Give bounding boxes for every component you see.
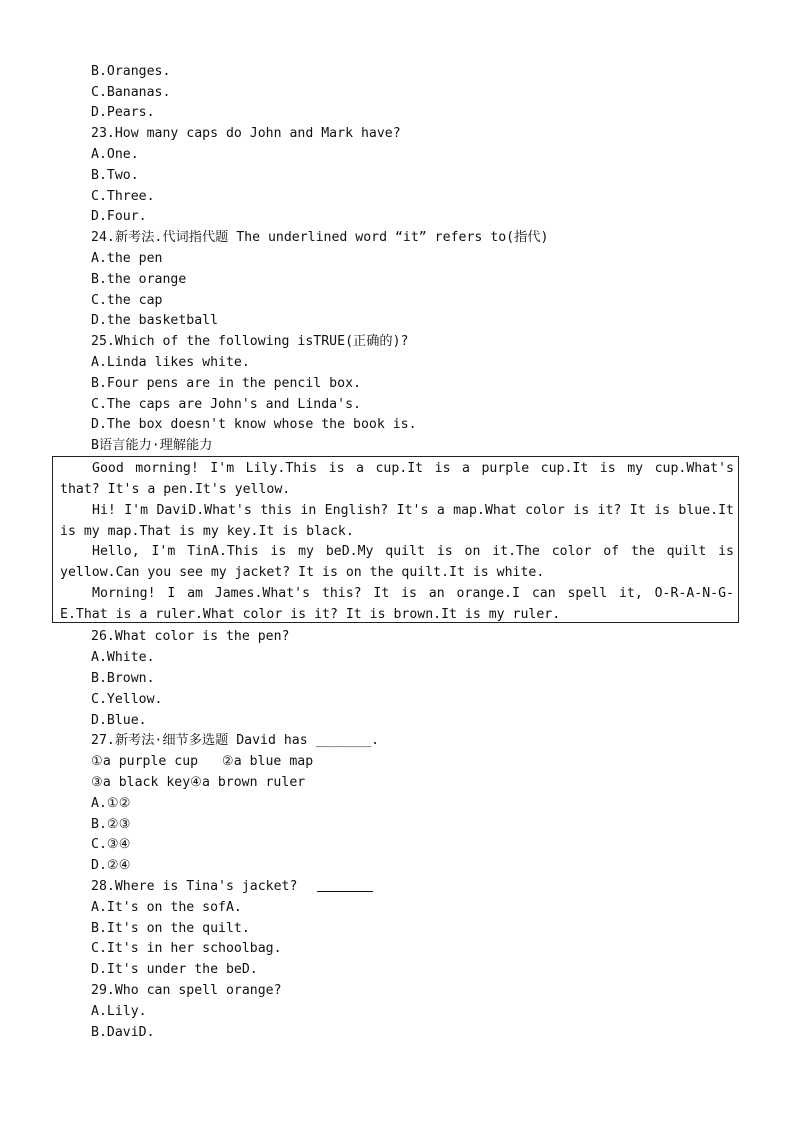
passage-paragraph-david: Hi! I'm DaviD.What's this in English? It's a map.What color is it? It is blue.It is my map.That is my key.It is black.: [60, 503, 734, 539]
q28-stem: 28.Where is Tina's jacket?: [91, 879, 298, 894]
q24-option-c: C.the cap: [91, 293, 163, 308]
q26-option-d: D.Blue.: [91, 713, 147, 728]
q25-stem: 25.Which of the following isTRUE(正确的)?: [91, 334, 409, 349]
reading-passage-box: [52, 456, 739, 623]
q24-option-b: B.the orange: [91, 272, 187, 287]
q28-option-d: D.It's under the beD.: [91, 962, 258, 977]
q27-stem: 27.新考法·细节多选题 David has _______.: [91, 733, 380, 748]
passage-paragraph-lily: Good morning! I'm Lily.This is a cup.It is a purple cup.It is my cup.What's that? It's a pen.It's yellow.: [60, 461, 734, 497]
q22-option-d: D.Pears.: [91, 105, 155, 120]
q23-option-c: C.Three.: [91, 189, 155, 204]
section-b-heading: B语言能力·理解能力: [91, 438, 213, 453]
answer-blank: [317, 877, 373, 892]
passage-paragraph-tina: Hello, I'm TinA.This is my beD.My quilt is on it.The color of the quilt is yellow.Can you see my jacket? It is on the quilt.It is white.: [60, 544, 734, 580]
q27-option-d: D.②④: [91, 858, 131, 873]
q25-option-a: A.Linda likes white.: [91, 355, 250, 370]
q24-option-a: A.the pen: [91, 251, 163, 266]
q27-option-b: B.②③: [91, 817, 131, 832]
q24-option-d: D.the basketball: [91, 313, 219, 328]
q28-option-b: B.It's on the quilt.: [91, 921, 250, 936]
q28-stem-line: [91, 877, 373, 897]
q26-option-b: B.Brown.: [91, 671, 155, 686]
q28-option-a: A.It's on the sofA.: [91, 900, 242, 915]
q25-option-d: D.The box doesn't know whose the book is.: [91, 417, 417, 432]
q23-option-b: B.Two.: [91, 168, 139, 183]
q29-stem: 29.Who can spell orange?: [91, 983, 282, 998]
q24-stem: 24.新考法.代词指代题 The underlined word “it” refers to(指代): [91, 230, 549, 245]
q23-option-a: A.One.: [91, 147, 139, 162]
q25-option-b: B.Four pens are in the pencil box.: [91, 376, 361, 391]
q22-option-b: B.Oranges.: [91, 64, 171, 79]
q29-option-b: B.DaviD.: [91, 1025, 155, 1040]
passage-paragraph-james: Morning! I am James.What's this? It is an orange.I can spell it, O-R-A-N-G-E.That is a ruler.What color is it? It is brown.It is my ruler.: [60, 586, 734, 622]
q23-stem: 23.How many caps do John and Mark have?: [91, 126, 401, 141]
q22-option-c: C.Bananas.: [91, 85, 171, 100]
q27-items-line-1: ①a purple cup ②a blue map: [91, 754, 314, 769]
q26-option-c: C.Yellow.: [91, 692, 163, 707]
q29-option-a: A.Lily.: [91, 1004, 147, 1019]
q25-option-c: C.The caps are John's and Linda's.: [91, 397, 361, 412]
q26-stem: 26.What color is the pen?: [91, 629, 290, 644]
q26-option-a: A.White.: [91, 650, 155, 665]
q27-items-line-2: ③a black key④a brown ruler: [91, 775, 306, 790]
q28-option-c: C.It's in her schoolbag.: [91, 941, 282, 956]
q27-option-c: C.③④: [91, 837, 131, 852]
q27-option-a: A.①②: [91, 796, 131, 811]
q23-option-d: D.Four.: [91, 209, 147, 224]
